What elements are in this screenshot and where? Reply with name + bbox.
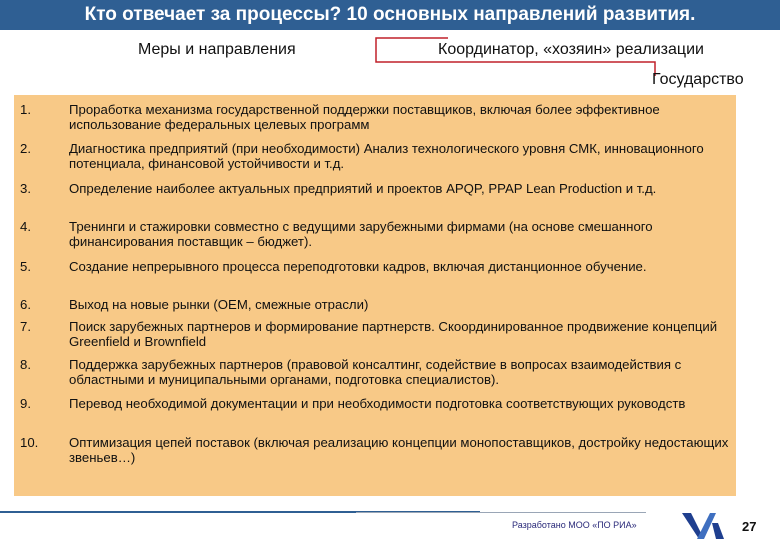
slide-title: Кто отвечает за процессы? 10 основных направлений развития. [0,0,780,30]
item-text: Выход на новые рынки (ОЕМ, смежные отрасли) [69,297,369,312]
logo-tail [712,523,724,539]
item-number: 6. [20,297,31,312]
footer-divider-thin [356,512,646,513]
poria-logo-icon [682,513,724,539]
item-text: Проработка механизма государственной поддержки поставщиков, включая более эффективное использование федеральных целевых программ [69,102,660,132]
column-header-coordinator: Координатор, «хозяин» реализации [438,41,704,58]
item-number: 8. [20,357,31,372]
column-header-measures: Меры и направления [138,41,296,58]
item-text: Создание непрерывного процесса переподготовки кадров, включая дистанционное обучение. [69,259,647,274]
item-text: Оптимизация цепей поставок (включая реализацию концепции монопоставщиков, достройку недостающих звеньев…) [69,435,729,465]
item-text: Тренинги и стажировки совместно с ведущими зарубежными фирмами (на основе смешанного финансирования поставщик – бюджет). [69,219,653,249]
item-text: Поиск зарубежных партнеров и формирование партнерств. Скоординированное продвижение концепций Greenfield и Brownfield [69,319,718,349]
footer-credit: Разработано МОО «ПО РИА» [512,520,637,530]
item-number: 9. [20,396,31,411]
item-number: 1. [20,102,31,117]
bracket-line [376,38,655,76]
item-number: 10. [20,435,39,450]
state-label: Государство [652,71,744,88]
page-number: 27 [742,519,757,534]
item-text: Поддержка зарубежных партнеров (правовой консалтинг, содействие в вопросах взаимодействия с областными и муниципальными органами, подготовка специалистов). [69,357,682,387]
measures-list [14,95,736,496]
item-text: Определение наиболее актуальных предприятий и проектов APQP, PPAP Lean Production и т.д. [69,181,657,196]
item-number: 4. [20,219,31,234]
item-text: Перевод необходимой документации и при необходимости подготовка соответствующих руководств [69,396,686,411]
item-text: Диагностика предприятий (при необходимости) Анализ технологического уровня СМК, инновационного потенциала, финансовой устойчивости и т.д. [69,141,704,171]
item-number: 5. [20,259,31,274]
item-number: 2. [20,141,31,156]
item-number: 3. [20,181,31,196]
item-number: 7. [20,319,31,334]
